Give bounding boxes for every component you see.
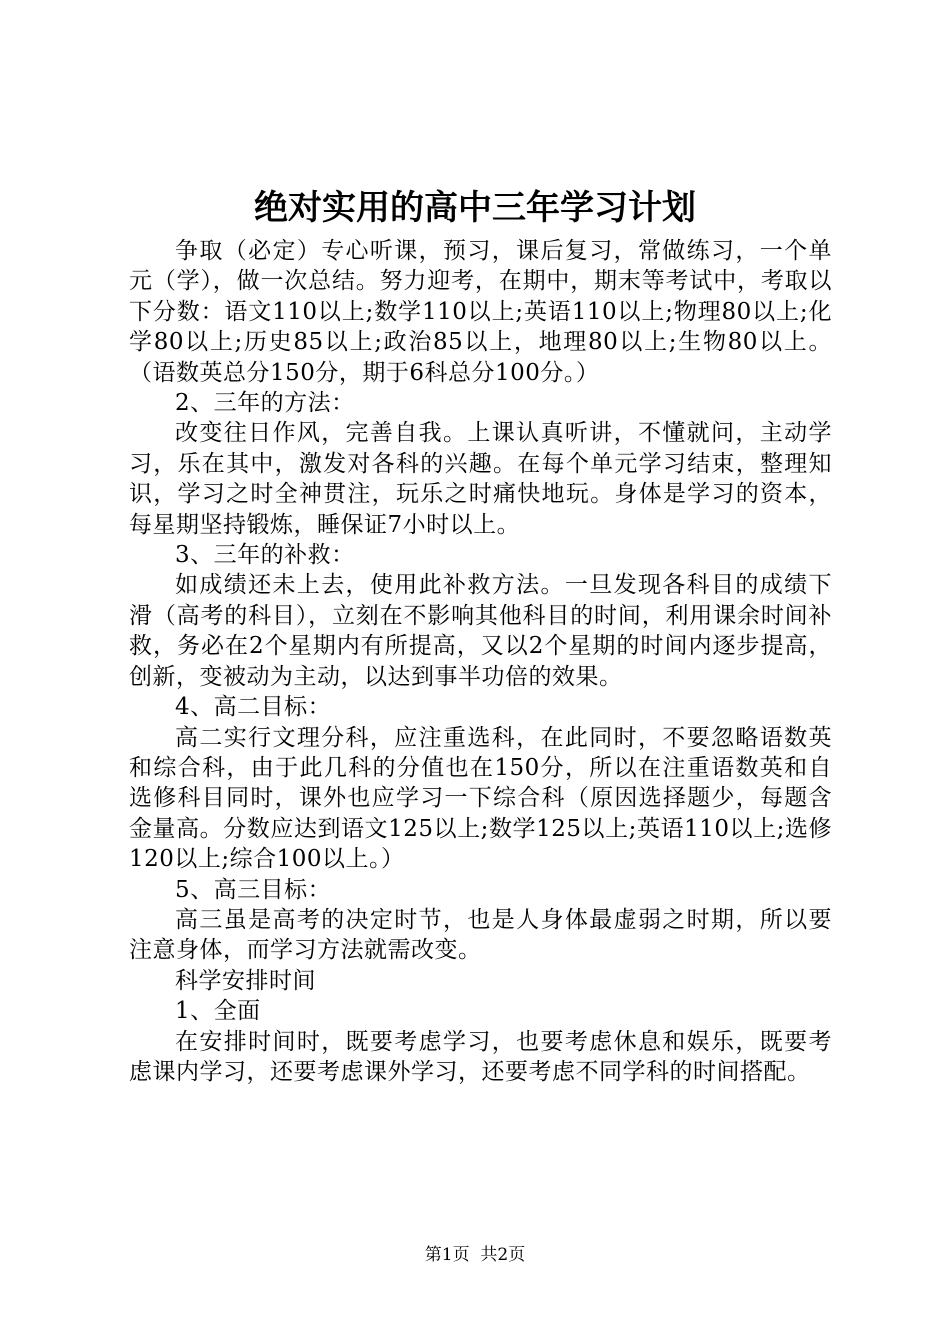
document-title: 绝对实用的高中三年学习计划 bbox=[254, 188, 696, 228]
paragraph-remedy: 如成绩还未上去，使用此补救方法。一旦发现各科目的成绩下滑（高考的科目），立刻在不影响其他科目的时间，利用课余时间补救，务必在2个星期内有所提高，又以2个星期的时间内逐步提高，创新，变被动为主动，以达到事半功倍的效果。 bbox=[129, 572, 832, 690]
page-footer: 第1页 共2页 bbox=[424, 1245, 526, 1265]
paragraph-comprehensive: 在安排时间时，既要考虑学习，也要考虑休息和娱乐，既要考虑课内学习，还要考虑课外学习，还要考虑不同学科的时间搭配。 bbox=[129, 1028, 832, 1085]
section-heading-grade-two: 4、高二目标： bbox=[175, 694, 332, 721]
section-heading-methods: 2、三年的方法： bbox=[175, 390, 355, 417]
paragraph-methods: 改变往日作风，完善自我。上课认真听讲，不懂就问，主动学习，乐在其中，激发对各科的兴趣。在每个单元学习结束，整理知识，学习之时全神贯注，玩乐之时痛快地玩。身体是学习的资本，每星期坚持锻炼，睡保证7小时以上。 bbox=[129, 420, 832, 538]
paragraph-grade-two: 高二实行文理分科，应注重选科，在此同时，不要忽略语数英和综合科，由于此几科的分值也在150分，所以在注重语数英和自选修科目同时，课外也应学习一下综合科（原因选择题少，每题含金量高。分数应达到语文125以上;数学125以上;英语110以上;选修120以上;综合100以上。） bbox=[129, 724, 832, 873]
paragraph-goals: 争取（必定）专心听课，预习，课后复习，常做练习，一个单元（学），做一次总结。努力迎考，在期中，期末等考试中，考取以下分数：语文110以上;数学110以上;英语110以上;物理80以上;化学80以上;历史85以上;政治85以上，地理80以上;生物80以上。（语数英总分150分，期于6科总分100分。） bbox=[129, 238, 832, 386]
section-heading-time-planning: 科学安排时间 bbox=[175, 967, 316, 994]
section-heading-grade-three: 5、高三目标： bbox=[175, 876, 332, 903]
document-body bbox=[129, 236, 832, 1087]
paragraph-grade-three: 高三虽是高考的决定时节，也是人身体最虚弱之时期，所以要注意身体，而学习方法就需改变。 bbox=[129, 906, 832, 964]
section-heading-remedy: 3、三年的补救： bbox=[175, 542, 355, 569]
subheading-comprehensive: 1、全面 bbox=[175, 998, 261, 1025]
